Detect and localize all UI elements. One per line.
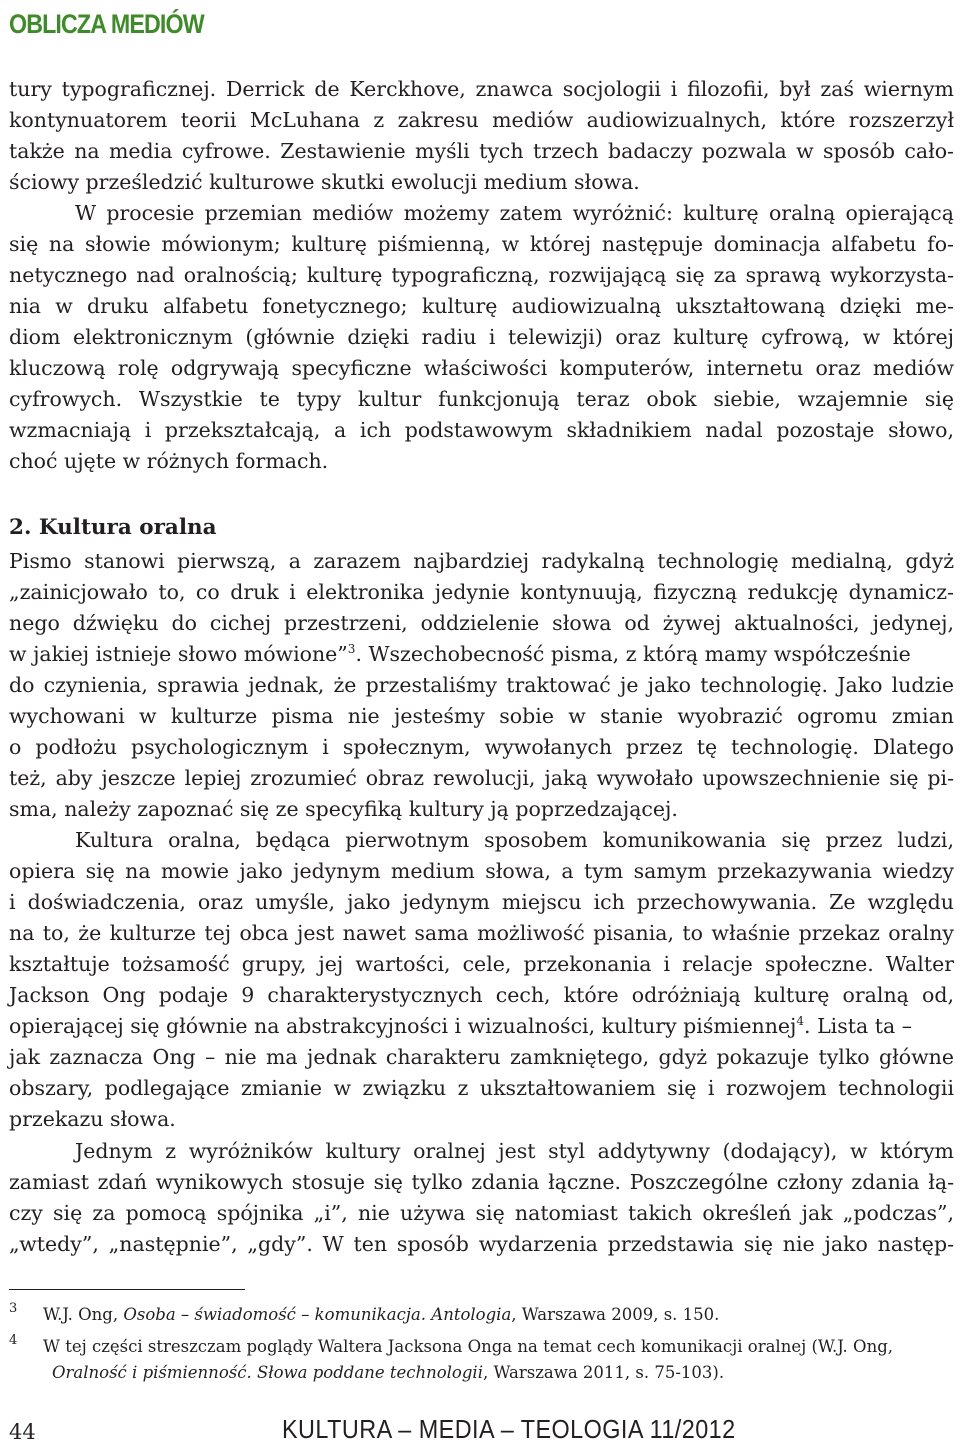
text-line: zamiast zdań wynikowych stosuje się tylko zdania łączne. Poszczególne człony zdania łą-	[9, 1170, 954, 1194]
text-line: cyfrowych. Wszystkie te typy kultur funkcjonują teraz obok siebie, wzajemnie się	[9, 387, 954, 411]
text-line: opiera się na mowie jako jedynym medium słowa, a tym samym przekazywania wiedzy	[9, 859, 954, 883]
journal-name: KULTURA – MEDIA – TEOLOGIA 11/2012	[282, 1414, 736, 1444]
footnote-number: 4	[9, 1333, 18, 1348]
text-line: kształtuje tożsamość grupy, jej wartości, cele, przekonania i relacje społeczne. Walter	[9, 952, 954, 976]
text-line: kluczową rolę odgrywają specyficzne właściwości komputerów, internetu oraz mediów	[9, 356, 954, 380]
line-text: . Lista ta –	[804, 1014, 912, 1038]
text-line: W procesie przemian mediów możemy zatem wyróżnić: kulturę oralną opierającą	[75, 201, 954, 225]
text-line: Jednym z wyróżników kultury oralnej jest styl addytywny (dodający), w którym	[75, 1139, 954, 1163]
line-text: . Wszechobecność pisma, z którą mamy współcześnie	[355, 642, 911, 666]
footnote-3	[9, 1302, 954, 1328]
text-line: Jackson Ong podaje 9 charakterystycznych cech, które odróżniają kulturę oralną od,	[9, 983, 954, 1007]
text-line: na to, że kulturze tej obca jest nawet sama możliwość pisania, to właśnie przekaz oralny	[9, 921, 954, 945]
text-line: tury typograficznej. Derrick de Kerckhove, znawca socjologii i filozofii, był zaś wiernym	[9, 77, 954, 101]
text-line: do czynienia, sprawia jednak, że przestaliśmy traktować je jako technologię. Jako ludzie	[9, 673, 954, 697]
footnote-title: Osoba – świadomość – komunikacja. Antologia	[123, 1305, 512, 1324]
text-line: wzmacniają i przekształcają, a ich podstawowym składnikiem nadal pozostaje słowo,	[9, 418, 954, 442]
text-line: diom elektronicznym (głównie dzięki radiu i telewizji) oraz kulturę cyfrową, w której	[9, 325, 954, 349]
text-line: ściowy prześledzić kulturowe skutki ewolucji medium słowa.	[9, 170, 640, 194]
text-line: Kultura oralna, będąca pierwotnym sposobem komunikowania się przez ludzi,	[75, 828, 954, 852]
text-line: nia w druku alfabetu fonetycznego; kulturę audiowizualną ukształtowaną dzięki me-	[9, 294, 954, 318]
footnote-text: Oralność i piśmienność. Słowa poddane technologii, Warszawa 2011, s. 75-103).	[52, 1363, 725, 1382]
text-line: jak zaznacza Ong – nie ma jednak charakteru zamkniętego, gdyż pokazuje tylko główne	[9, 1045, 954, 1069]
running-title: OBLICZA MEDIÓW	[9, 9, 204, 39]
text-line: się na słowie mówionym; kulturę piśmienną, w której następuje dominacja alfabetu fo-	[9, 232, 954, 256]
text-line: „wtedy”, „następnie”, „gdy”. W ten sposób wydarzenia przedstawia się nie jako następ-	[9, 1232, 954, 1256]
footnote-title: Oralność i piśmienność. Słowa poddane technologii	[52, 1363, 483, 1382]
text-line: i doświadczenia, oraz umyśle, jako jedynym miejscu ich przechowywania. Ze względu	[9, 890, 954, 914]
text-line: Pismo stanowi pierwszą, a zarazem najbardziej radykalną technologię medialną, gdyż	[9, 549, 954, 573]
footnote-ref-3[interactable]: 3	[347, 642, 356, 657]
text-line: obszary, podlegające zmianie w związku z ukształtowaniem się i rozwojem technologii	[9, 1076, 954, 1100]
text-line: także na media cyfrowe. Zestawienie myśli tych trzech badaczy pozwala w sposób cało-	[9, 139, 954, 163]
text-line: też, aby jeszcze lepiej zrozumieć obraz rewolucji, jaką wywołało upowszechnienie się pi-	[9, 766, 954, 790]
text-line: czy się za pomocą spójnika „i”, nie używa się natomiast takich określeń jak „podczas”,	[9, 1201, 954, 1225]
text-line: kontynuatorem teorii McLuhana z zakresu mediów audiowizualnych, które rozszerzył	[9, 108, 954, 132]
page-number: 44	[9, 1420, 36, 1444]
text-line	[9, 1011, 954, 1042]
footnote-text: W.J. Ong, Osoba – świadomość – komunikacja. Antologia, Warszawa 2009, s. 150.	[43, 1305, 720, 1324]
text-line: przekazu słowa.	[9, 1107, 176, 1131]
text-line: o podłożu psychologicznym i społecznym, wywołanych przez tę technologię. Dlatego	[9, 735, 954, 759]
section-heading: 2. Kultura oralna	[9, 515, 217, 540]
line-text: opierającej się głównie na abstrakcyjności i wizualności, kultury piśmiennej	[9, 1014, 797, 1038]
text-line: nego dźwięku do cichej przestrzeni, oddzielenie słowa od żywej aktualności, jedynej,	[9, 611, 954, 635]
text-line: sma, należy zapoznać się ze specyfiką kultury ją poprzedzającej.	[9, 797, 678, 821]
text-line: wychowani w kulturze pisma nie jesteśmy sobie w stanie wyobrazić ogromu zmian	[9, 704, 954, 728]
text-line: netycznego nad oralnością; kulturę typograficzną, rozwijającą się za sprawą wykorzysta-	[9, 263, 954, 287]
footnote-ref-4[interactable]: 4	[796, 1014, 805, 1029]
text-line: „zainicjowało to, co druk i elektronika jedynie kontynuują, fizyczną redukcję dynamicz-	[9, 580, 954, 604]
footnote-text: W tej części streszczam poglądy Waltera Jacksona Onga na temat cech komunikacji oralnej (W.J. Ong,	[43, 1337, 893, 1356]
text-line: choć ujęte w różnych formach.	[9, 449, 329, 473]
footnote-number: 3	[9, 1301, 18, 1316]
text-line	[9, 639, 954, 670]
line-text: w jakiej istnieje słowo mówione”	[9, 642, 348, 666]
footnote-separator	[9, 1289, 245, 1290]
footnote-4	[9, 1334, 954, 1386]
